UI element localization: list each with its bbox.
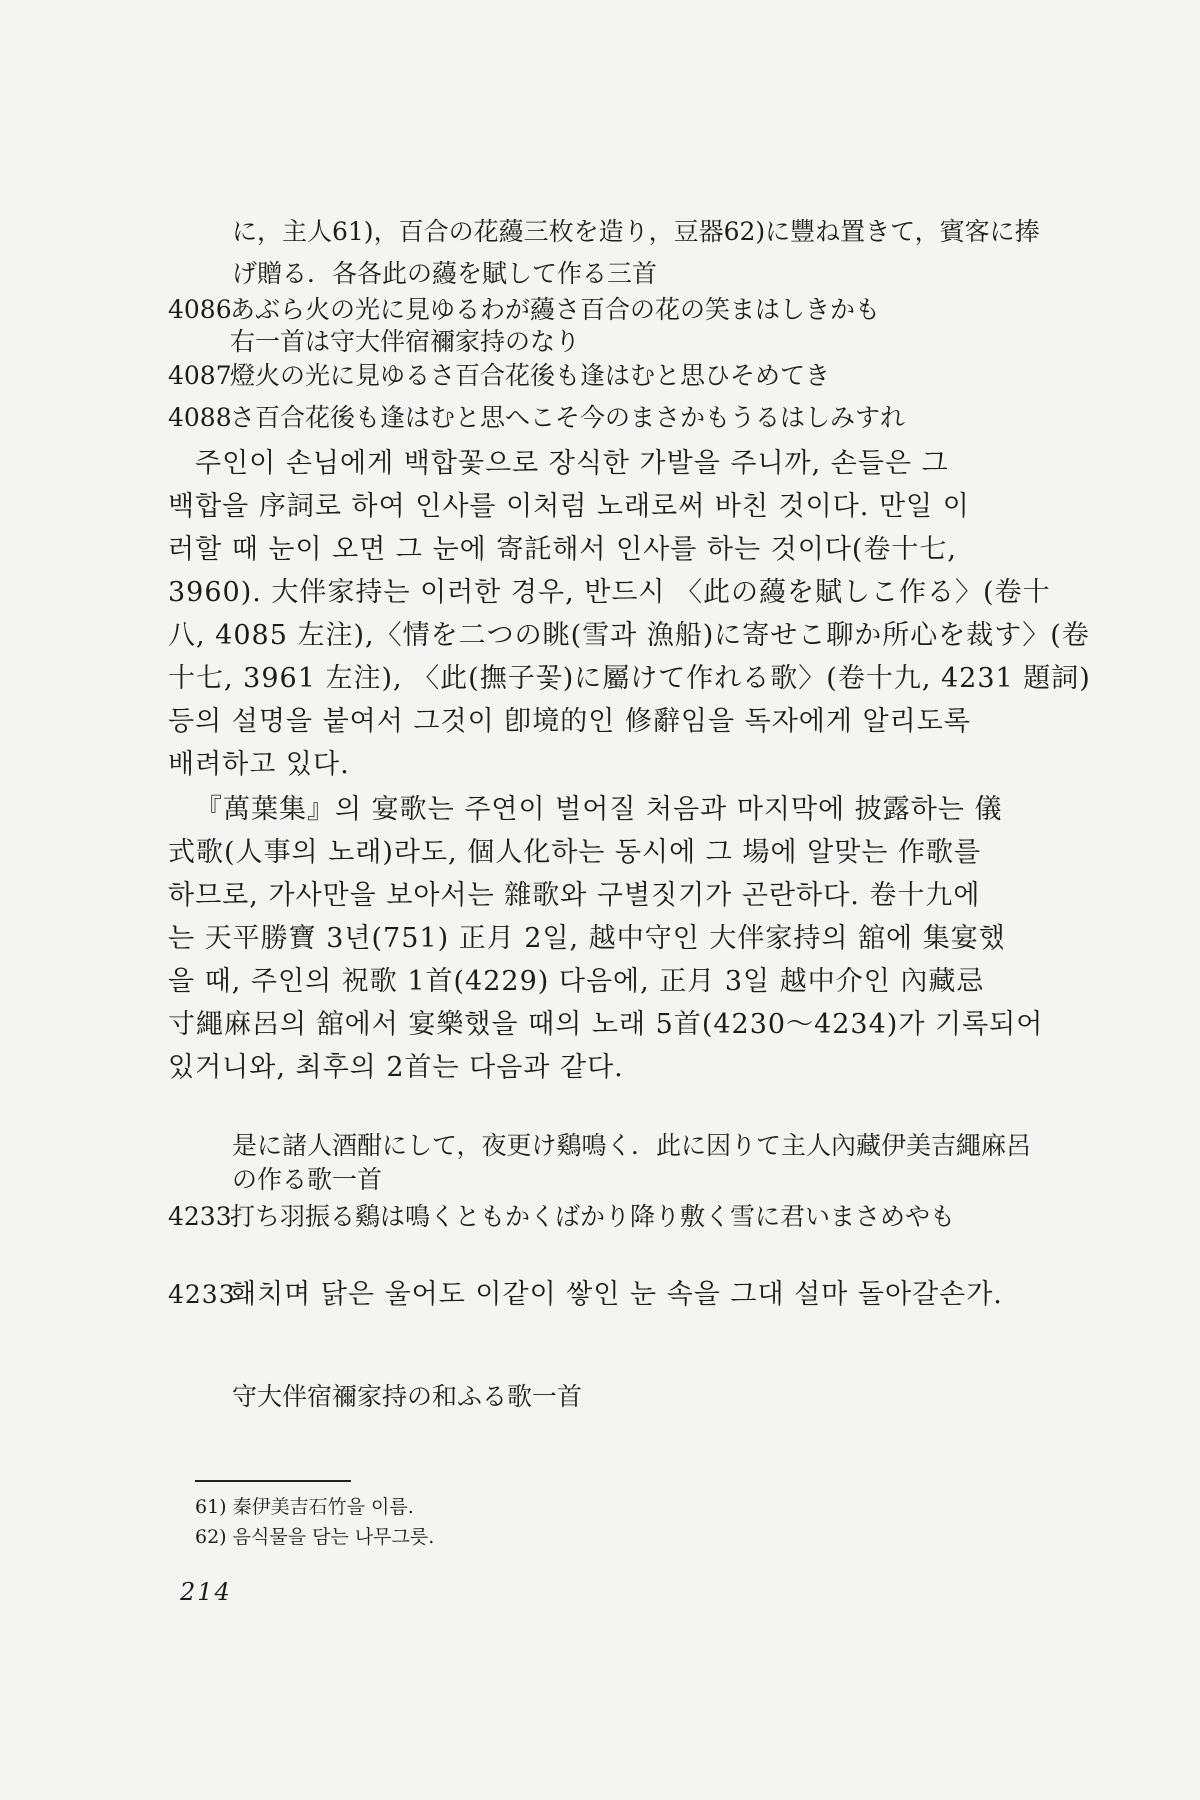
verse-text: 燈火の光に見ゆるさ百合花後も逢はむと思ひそめてき — [230, 361, 831, 390]
para1-line-1: 주인이 손님에게 백합꽃으로 장식한 가발을 주니까, 손들은 그 — [195, 448, 949, 479]
para1-line-5: 八, 4085 左注),〈情を二つの眺(雪과 漁船)に寄せこ聊か所心を裁す〉(卷 — [168, 620, 1090, 651]
para2-line-5: 을 때, 주인의 祝歌 1首(4229) 다음에, 正月 3일 越中介인 內藏忌 — [168, 966, 985, 997]
para2-line-4: 는 天平勝寶 3년(751) 正月 2일, 越中守인 大伴家持의 舘에 集宴했 — [168, 923, 1006, 954]
verse-number: 4233 — [168, 1280, 236, 1309]
footnote-rule — [195, 1480, 351, 1482]
verse-translation: 홰치며 닭은 울어도 이같이 쌓인 눈 속을 그대 설마 돌아갈손가. — [230, 1279, 1003, 1310]
para1-line-8: 배려하고 있다. — [168, 749, 350, 780]
verse-text: さ百合花後も逢はむと思へこそ今のまさかもうるはしみすれ — [230, 403, 906, 432]
intro2-line-2: の作る歌一首 — [232, 1165, 383, 1194]
verse-number: 4233 — [168, 1202, 232, 1231]
para2-line-1: 『萬葉集』의 宴歌는 주연이 벌어질 처음과 마지막에 披露하는 儀 — [195, 794, 1003, 825]
para2-line-7: 있거니와, 최후의 2首는 다음과 같다. — [168, 1052, 624, 1083]
verse-4233-kr — [168, 1272, 1003, 1311]
intro2-line-1: 是に諸人酒酣にして，夜更け鷄鳴く．此に因りて主人內藏伊美吉繩麻呂 — [232, 1131, 1032, 1160]
verse-note: 右一首は守大伴宿禰家持のなり — [230, 327, 581, 356]
intro-line-1: に，主人61)，百合の花蘰三枚を造り，豆器62)に豐ね置きて，賓客に捧 — [232, 217, 1040, 246]
footnote-62: 62) 음식물을 담는 나무그릇. — [195, 1526, 435, 1548]
closing-line: 守大伴宿禰家持の和ふる歌一首 — [232, 1382, 583, 1411]
para2-line-6: 寸繩麻呂의 舘에서 宴樂했을 때의 노래 5首(4230～4234)가 기록되어 — [168, 1009, 1044, 1040]
intro-line-2: げ贈る．各各此の蘰を賦して作る三首 — [232, 259, 658, 288]
para1-line-7: 등의 설명을 붙여서 그것이 卽境的인 修辭임을 독자에게 알리도록 — [168, 706, 971, 737]
verse-number: 4088 — [168, 403, 232, 432]
verse-number: 4087 — [168, 361, 232, 390]
verse-text: 打ち羽振る鷄は鳴くともかくばかり降り敷く雪に君いまさめやも — [230, 1202, 956, 1231]
footnote-61: 61) 秦伊美吉石竹을 이름. — [195, 1496, 414, 1518]
para1-line-4: 3960). 大伴家持는 이러한 경우, 반드시 〈此の蘰を賦しこ作る〉(卷十 — [168, 577, 1051, 608]
para2-line-2: 式歌(人事의 노래)라도, 個人化하는 동시에 그 場에 알맞는 作歌를 — [168, 837, 982, 868]
verse-4087 — [168, 356, 830, 392]
para1-line-3: 러할 때 눈이 오면 그 눈에 寄託해서 인사를 하는 것이다(卷十七, — [168, 534, 957, 565]
para1-line-2: 백합을 序詞로 하여 인사를 이처럼 노래로써 바친 것이다. 만일 이 — [168, 491, 970, 522]
para1-line-6: 十七, 3961 左注), 〈此(撫子꽃)に屬けて作れる歌〉(卷十九, 4231 題詞) — [168, 663, 1091, 694]
verse-4233-jp — [168, 1197, 955, 1233]
verse-4086 — [168, 290, 880, 326]
verse-text: あぶら火の光に見ゆるわが蘰さ百合の花の笑まはしきかも — [230, 295, 881, 324]
para2-line-3: 하므로, 가사만을 보아서는 雜歌와 구별짓기가 곤란하다. 卷十九에 — [168, 880, 981, 911]
page-number: 214 — [180, 1578, 232, 1606]
verse-number: 4086 — [168, 295, 232, 324]
verse-4088 — [168, 398, 905, 434]
